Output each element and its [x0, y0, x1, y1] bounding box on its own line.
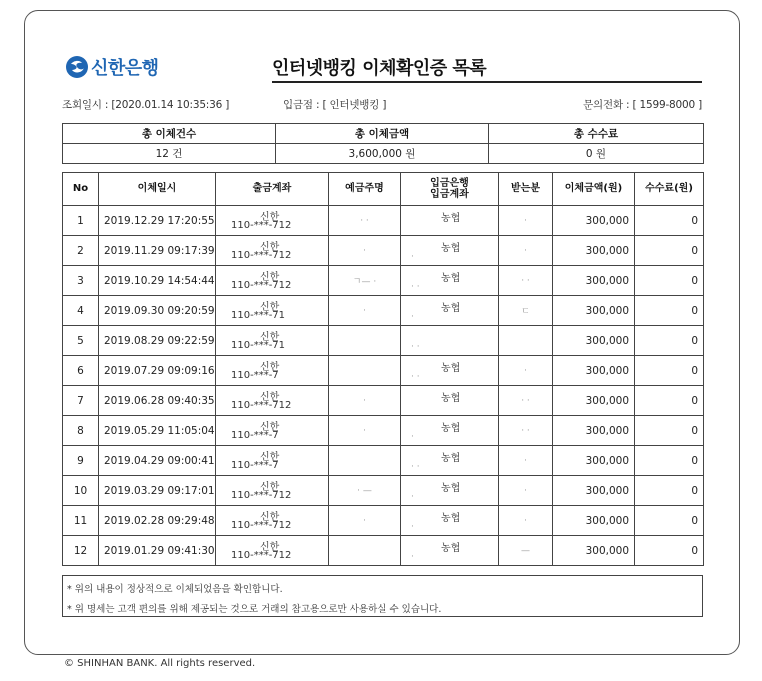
row-datetime: 2019.06.28 09:40:35	[99, 386, 216, 416]
summary-header: 총 이체건수	[63, 124, 276, 144]
table-row	[63, 506, 704, 536]
row-no: 7	[63, 386, 99, 416]
row-amount: 300,000	[553, 476, 635, 506]
row-account-number: 110-***-71	[231, 340, 286, 351]
row-fee: 0	[635, 386, 704, 416]
row-to-account: ·	[411, 312, 414, 322]
header-bank-line2: 입금계좌	[430, 189, 469, 200]
summary-header-row	[63, 124, 704, 144]
row-to-account: ·	[411, 252, 414, 262]
row-depositor	[329, 536, 401, 566]
row-to-bank-cell	[401, 476, 499, 506]
row-amount: 300,000	[553, 236, 635, 266]
row-to-bank-cell	[401, 266, 499, 296]
row-depositor: ·	[329, 236, 401, 266]
row-from-account	[216, 506, 329, 536]
row-no: 11	[63, 506, 99, 536]
row-depositor: ·	[329, 416, 401, 446]
note-disclaimer: * 위 명세는 고객 편의를 위해 제공되는 것으로 거래의 참고용으로만 사용하실 수 있습니다.	[67, 604, 442, 615]
row-from-account	[216, 326, 329, 356]
table-row	[63, 326, 704, 356]
row-account-number: 110-***-7	[231, 460, 279, 471]
row-fee: 0	[635, 536, 704, 566]
row-depositor	[329, 326, 401, 356]
table-row	[63, 206, 704, 236]
row-depositor: ㄱ— ·	[329, 266, 401, 296]
row-to-bank: 농협	[441, 213, 461, 224]
row-fee: 0	[635, 506, 704, 536]
row-to-bank: 농협	[441, 483, 461, 494]
row-datetime: 2019.07.29 09:09:16	[99, 356, 216, 386]
row-to-bank-cell	[401, 296, 499, 326]
row-to-bank: 농협	[441, 303, 461, 314]
row-no: 2	[63, 236, 99, 266]
table-row	[63, 476, 704, 506]
row-depositor	[329, 446, 401, 476]
row-to-account: · ·	[411, 462, 420, 472]
row-from-bank: 신한	[260, 542, 280, 553]
row-account-number: 110-***-712	[231, 220, 292, 231]
row-from-account	[216, 356, 329, 386]
table-row	[63, 236, 704, 266]
row-no: 3	[63, 266, 99, 296]
row-fee: 0	[635, 296, 704, 326]
row-to-bank-cell	[401, 536, 499, 566]
note-confirmation: * 위의 내용이 정상적으로 이체되었음을 확인합니다.	[67, 584, 283, 595]
row-to-bank-cell	[401, 326, 499, 356]
row-datetime: 2019.11.29 09:17:39	[99, 236, 216, 266]
row-from-bank: 신한	[260, 212, 280, 223]
row-recipient: ·	[499, 506, 553, 536]
row-depositor	[329, 356, 401, 386]
row-amount: 300,000	[553, 206, 635, 236]
row-recipient: ·	[499, 476, 553, 506]
row-from-account	[216, 446, 329, 476]
row-to-account: ·	[411, 552, 414, 562]
row-amount: 300,000	[553, 446, 635, 476]
row-to-account: ·	[411, 522, 414, 532]
row-from-bank: 신한	[260, 272, 280, 283]
table-row	[63, 356, 704, 386]
row-amount: 300,000	[553, 326, 635, 356]
row-fee: 0	[635, 356, 704, 386]
transfer-table	[62, 172, 704, 566]
row-to-bank-cell	[401, 236, 499, 266]
row-amount: 300,000	[553, 506, 635, 536]
row-from-bank: 신한	[260, 242, 280, 253]
header-no: No	[63, 173, 99, 206]
header-from-account: 출금계좌	[216, 173, 329, 206]
row-fee: 0	[635, 476, 704, 506]
row-to-account: · ·	[411, 282, 420, 292]
table-row	[63, 416, 704, 446]
row-fee: 0	[635, 206, 704, 236]
row-no: 1	[63, 206, 99, 236]
row-account-number: 110-***-712	[231, 520, 292, 531]
header-fee: 수수료(원)	[635, 173, 704, 206]
row-from-bank: 신한	[260, 332, 280, 343]
table-header-row	[63, 173, 704, 206]
row-datetime: 2019.12.29 17:20:55	[99, 206, 216, 236]
copyright-footer: © SHINHAN BANK. All rights reserved.	[64, 658, 256, 669]
notes-box	[62, 575, 703, 617]
total-transfer-amount: 3,600,000 원	[276, 144, 489, 164]
row-no: 10	[63, 476, 99, 506]
table-row	[63, 386, 704, 416]
total-fee: 0 원	[489, 144, 704, 164]
row-depositor: ·	[329, 386, 401, 416]
header-bank-line1: 입금은행	[430, 177, 469, 189]
row-to-bank: 농협	[441, 513, 461, 524]
page-title: 인터넷뱅킹 이체확인증 목록	[272, 58, 487, 79]
row-from-bank: 신한	[260, 482, 280, 493]
row-to-bank-cell	[401, 416, 499, 446]
table-row	[63, 536, 704, 566]
row-datetime: 2019.03.29 09:17:01	[99, 476, 216, 506]
header-bank	[401, 173, 499, 206]
row-from-account	[216, 386, 329, 416]
summary-header: 총 이체금액	[276, 124, 489, 144]
row-recipient: ·	[499, 356, 553, 386]
row-to-bank: 농협	[441, 363, 461, 374]
row-to-bank: 농협	[441, 393, 461, 404]
row-amount: 300,000	[553, 296, 635, 326]
branch-info: 입금점 : [ 인터넷뱅킹 ]	[283, 99, 387, 111]
row-account-number: 110-***-712	[231, 400, 292, 411]
summary-table	[62, 123, 704, 164]
header-depositor: 예금주명	[329, 173, 401, 206]
row-recipient	[499, 326, 553, 356]
header-datetime: 이체일시	[99, 173, 216, 206]
row-fee: 0	[635, 446, 704, 476]
row-to-bank: 농협	[441, 543, 461, 554]
table-row	[63, 296, 704, 326]
row-account-number: 110-***-712	[231, 490, 292, 501]
row-datetime: 2019.01.29 09:41:30	[99, 536, 216, 566]
brand-name: 신한은행	[91, 58, 159, 79]
row-recipient: ·	[499, 206, 553, 236]
row-recipient: ·	[499, 236, 553, 266]
title-divider	[272, 81, 702, 83]
row-depositor: · —	[329, 476, 401, 506]
row-amount: 300,000	[553, 386, 635, 416]
row-from-bank: 신한	[260, 302, 280, 313]
row-to-bank-cell	[401, 356, 499, 386]
row-account-number: 110-***-7	[231, 430, 279, 441]
row-to-account: ·	[411, 432, 414, 442]
row-datetime: 2019.08.29 09:22:59	[99, 326, 216, 356]
row-recipient: ㄷ	[499, 296, 553, 326]
row-to-bank-cell	[401, 386, 499, 416]
row-from-account	[216, 536, 329, 566]
row-amount: 300,000	[553, 356, 635, 386]
row-to-bank-cell	[401, 446, 499, 476]
row-to-bank-cell	[401, 506, 499, 536]
summary-value-row	[63, 144, 704, 164]
row-to-account: · ·	[411, 372, 420, 382]
row-account-number: 110-***-712	[231, 280, 292, 291]
row-no: 12	[63, 536, 99, 566]
row-to-bank-cell	[401, 206, 499, 236]
table-row	[63, 446, 704, 476]
row-from-account	[216, 476, 329, 506]
row-datetime: 2019.09.30 09:20:59	[99, 296, 216, 326]
row-from-bank: 신한	[260, 422, 280, 433]
brand-logo	[65, 54, 159, 80]
row-recipient: ·	[499, 446, 553, 476]
row-from-bank: 신한	[260, 512, 280, 523]
row-depositor: ·	[329, 296, 401, 326]
summary-header: 총 수수료	[489, 124, 704, 144]
row-account-number: 110-***-71	[231, 310, 286, 321]
row-from-account	[216, 266, 329, 296]
shinhan-logo-icon	[65, 55, 89, 79]
row-to-bank: 농협	[441, 243, 461, 254]
row-depositor: · ·	[329, 206, 401, 236]
row-datetime: 2019.10.29 14:54:44	[99, 266, 216, 296]
row-recipient: · ·	[499, 266, 553, 296]
row-no: 8	[63, 416, 99, 446]
row-to-account: · ·	[411, 342, 420, 352]
row-to-bank: 농협	[441, 453, 461, 464]
row-no: 9	[63, 446, 99, 476]
inquiry-phone: 문의전화 : [ 1599-8000 ]	[583, 99, 702, 111]
row-account-number: 110-***-712	[231, 550, 292, 561]
row-from-bank: 신한	[260, 392, 280, 403]
row-recipient: · ·	[499, 386, 553, 416]
row-account-number: 110-***-7	[231, 370, 279, 381]
row-from-account	[216, 296, 329, 326]
row-to-bank: 농협	[441, 273, 461, 284]
row-amount: 300,000	[553, 416, 635, 446]
header-recipient: 받는분	[499, 173, 553, 206]
row-no: 5	[63, 326, 99, 356]
row-from-account	[216, 236, 329, 266]
row-fee: 0	[635, 326, 704, 356]
row-from-bank: 신한	[260, 362, 280, 373]
total-transfer-count: 12 건	[63, 144, 276, 164]
row-from-bank: 신한	[260, 452, 280, 463]
row-fee: 0	[635, 266, 704, 296]
row-datetime: 2019.04.29 09:00:41	[99, 446, 216, 476]
row-to-account: ·	[411, 492, 414, 502]
row-datetime: 2019.05.29 11:05:04	[99, 416, 216, 446]
row-from-account	[216, 206, 329, 236]
header-amount: 이체금액(원)	[553, 173, 635, 206]
row-amount: 300,000	[553, 536, 635, 566]
row-fee: 0	[635, 236, 704, 266]
row-no: 6	[63, 356, 99, 386]
query-datetime: 조회일시 : [2020.01.14 10:35:36 ]	[62, 99, 230, 111]
row-depositor: ·	[329, 506, 401, 536]
row-recipient: · ·	[499, 416, 553, 446]
row-from-account	[216, 416, 329, 446]
row-fee: 0	[635, 416, 704, 446]
row-amount: 300,000	[553, 266, 635, 296]
row-recipient: —	[499, 536, 553, 566]
row-to-bank: 농협	[441, 423, 461, 434]
table-row	[63, 266, 704, 296]
row-datetime: 2019.02.28 09:29:48	[99, 506, 216, 536]
row-no: 4	[63, 296, 99, 326]
row-account-number: 110-***-712	[231, 250, 292, 261]
